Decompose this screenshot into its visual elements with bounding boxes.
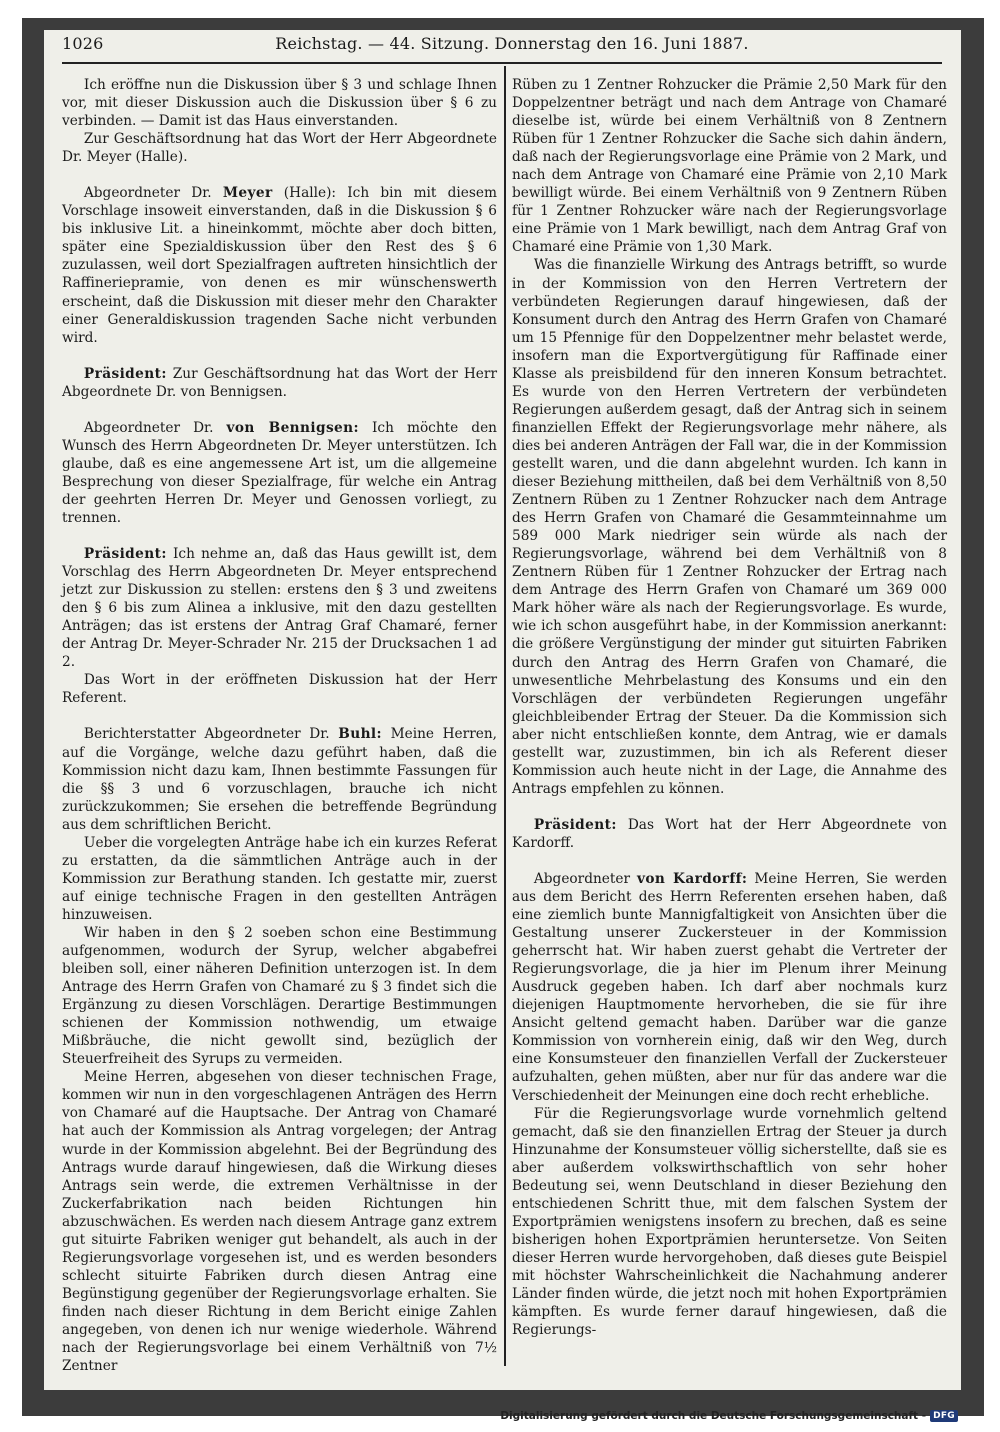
speaker-name: von Bennigsen: bbox=[226, 419, 359, 436]
body-paragraph: Rüben zu 1 Zentner Rohzucker die Prämie 2,50 Mark für den Doppelzentner beträgt und nach dem Antrage von Chamaré dieselbe ist, würde bei einem Verhältniß von 8 Zentnern Rüben für 1 Zentner Rohzucker die Sache sich dahin ändern, daß nach der Regierungsvorlage eine Prämie von 2 Mark, und nach dem Antrage von Chamaré eine Prämie von 2,10 Mark bewilligt würde. Bei einem Verhältniß von 9 Zentnern Rüben für 1 Zentner Rohzucker wäre nach der Regierungsvorlage eine Prämie von 1 Mark bewilligt, nach dem Antrag Graf von Chamaré eine Prämie von 1,30 Mark. bbox=[512, 77, 947, 256]
digitization-credit bbox=[500, 1410, 958, 1422]
body-paragraph: Ueber die vorgelegten Anträge habe ich ein kurzes Referat zu erstatten, da die sämmtlichen Anträge auch in der Kommission zur Berathung standen. Ich gestatte mir, zuerst auf einige technische Fragen in den gestellten Anträgen hinzuweisen. bbox=[62, 834, 497, 923]
speech-text: Das Wort hat der Herr Abgeordnete von Kardorff. bbox=[512, 816, 947, 851]
speech-text: (Halle): Ich bin mit diesem Vorschlage insoweit einverstanden, daß in die Diskussion § 6 bis inklusive Lit. a hineinkommt, möchte aber doch bitten, später eine Spezialdiskussion über den Rest des § 6 zuzulassen, weil dort Spezialfragen auftreten hinsichtlich der Raffineriepramie, von denen es mir wünschenswerth erscheint, daß die Diskussion mit dieser mehr den Charakter einer Generaldiskussion tragenden Sache nicht verbunden wird. bbox=[62, 185, 497, 346]
speech-text: Ich möchte den Wunsch des Herrn Abgeordneten Dr. Meyer unterstützen. Ich glaube, daß es eine angemessene Art ist, um die allgemeine Besprechung von dieser Spezialfrage, für welche ein Antrag der geehrten Herren Dr. Meyer und Genossen vorliegt, zu trennen. bbox=[62, 419, 497, 526]
body-paragraph: Was die finanzielle Wirkung des Antrags betrifft, so wurde in der Kommission von den Herren Vertretern der verbündeten Regierungen darauf hingewiesen, daß der Konsument durch den Antrag des Herrn Grafen von Chamaré um 15 Pfennige für den Doppelzentner mehr belastet werde, insofern man die Exportvergütigung für Raffinade einer Klasse als preisbildend für den inneren Konsum betrachtet. Es wurde von den Herren Vertretern der verbündeten Regierungen außerdem gesagt, daß der Antrag sich in seinem finanziellen Effekt der Regierungsvorlage mehr nähere, als dies bei anderen Anträgen der Fall war, die in der Kommission gestellt waren, und die dann abgelehnt wurden. Ich kann in dieser Beziehung mittheilen, daß bei dem Verhältniß von 8,50 Zentnern Rüben zu 1 Zentner Rohzucker nach dem Antrage des Herrn Grafen von Chamaré die Gesammteinnahme um 589 000 Mark niedriger sein würde als nach der Regierungsvorlage, während bei dem Verhältniß von 8 Zentnern Rüben für 1 Zentner Rohzucker der Ertrag nach dem Antrage des Herrn Grafen von Chamaré um 369 000 Mark höher wäre als nach der Regierungsvorlage. Es wurde, wie ich schon ausgeführt habe, in der Kommission anerkannt: die größere Vergünstigung der minder gut situirten Fabriken durch den Antrag des Herrn Grafen von Chamaré, die unwesentliche Mehrbelastung des Konsums und ein den Vorschlägen der verbündeten Regierungen ungefähr gleichbleibender Ertrag der Steuer. Da die Kommission sich aber nicht entschließen konnte, dem Antrag, wie er damals gestellt war, zuzustimmen, bin ich als Referent dieser Kommission auch heute nicht in der Lage, die Annahme des Antrags empfehlen zu können. bbox=[512, 257, 947, 797]
right-column bbox=[512, 76, 947, 1339]
speech-paragraph bbox=[62, 365, 497, 401]
speech-paragraph bbox=[512, 816, 947, 852]
speech-paragraph bbox=[512, 870, 947, 1105]
running-title: Reichstag. — 44. Sitzung. Donnerstag den 16. Juni 1887. bbox=[275, 34, 749, 53]
speaker-title: Abgeordneter Dr. bbox=[83, 419, 227, 436]
body-paragraph: Meine Herren, abgesehen von dieser technischen Frage, kommen wir nun in den vorgeschlagenen Anträgen des Herrn von Chamaré auf die Hauptsache. Der Antrag von Chamaré hat auch der Kommission als Antrag vorgelegen; der Antrag wurde in der Kommission abgelehnt. Bei der Begründung des Antrags wurde darauf hingewiesen, daß die Wirkung dieses Antrags sein werde, die extremen Verhältnisse in der Zuckerfabrikation nach beiden Richtungen hin abzuschwächen. Es werden nach diesem Antrage ganz extrem gut situirte Fabriken weniger gut behandelt, als auch in der Regierungsvorlage vorgesehen ist, und es werden besonders schlecht situirte Fabriken durch diesen Antrag eine Begünstigung gegenüber der Regierungsvorlage erhalten. Sie finden nach dieser Richtung in dem Bericht einige Zahlen angegeben, von denen ich nur wenige wiederhole. Während nach der Regierungsvorlage bei einem Verhältniß von 7½ Zentner bbox=[62, 1069, 497, 1375]
speaker-name: Meyer bbox=[222, 185, 273, 202]
left-column bbox=[62, 76, 497, 1375]
body-paragraph: Das Wort in der eröffneten Diskussion hat der Herr Referent. bbox=[62, 672, 497, 707]
body-paragraph: Zur Geschäftsordnung hat das Wort der Herr Abgeordnete Dr. Meyer (Halle). bbox=[62, 131, 497, 166]
column-divider bbox=[504, 66, 506, 1366]
speech-text: Meine Herren, auf die Vorgänge, welche dazu geführt haben, daß die Kommission nicht dazu kam, Ihnen bestimmte Fassungen für die §§ 3 und 6 vorzuschlagen, brauche ich nicht zurückzukommen; Sie ersehen die betreffende Begründung aus dem schriftlichen Bericht. bbox=[62, 726, 498, 833]
speaker-name: Präsident: bbox=[533, 816, 617, 833]
speaker-name: von Kardorff: bbox=[637, 870, 748, 887]
speaker-title: Abgeordneter bbox=[533, 870, 638, 887]
speech-paragraph bbox=[62, 184, 497, 346]
body-paragraph: Wir haben in den § 2 soeben schon eine Bestimmung aufgenommen, wodurch der Syrup, welcher abgabefrei bleiben soll, einer näheren Definition unterzogen ist. In dem Antrage des Herrn Grafen von Chamaré zu § 3 findet sich die Ergänzung zu diesen Vorschlägen. Derartige Bestimmungen schienen der Kommission nothwendig, um etwaige Mißbräuche, die nicht gewollt sind, bezüglich der Steuerfreiheit des Syrups zu vermeiden. bbox=[62, 924, 497, 1068]
speech-paragraph bbox=[62, 419, 497, 527]
page-header bbox=[62, 34, 942, 60]
speaker-title: Abgeordneter Dr. bbox=[83, 185, 223, 202]
body-paragraph: Ich eröffne nun die Diskussion über § 3 und schlage Ihnen vor, mit dieser Diskussion auch die Diskussion über § 6 zu verbinden. — Damit ist das Haus einverstanden. bbox=[62, 77, 497, 130]
header-rule bbox=[62, 62, 942, 64]
speaker-name: Präsident: bbox=[83, 365, 167, 382]
speaker-title: Berichterstatter Abgeordneter Dr. bbox=[83, 726, 339, 743]
speech-text: Zur Geschäftsordnung hat das Wort der Herr Abgeordnete Dr. von Bennigsen. bbox=[62, 365, 497, 400]
speaker-name: Präsident: bbox=[83, 546, 167, 563]
body-paragraph: Für die Regierungsvorlage wurde vornehmlich geltend gemacht, daß sie den finanziellen Ertrag der Steuer ja durch Hinzunahme der Konsumsteuer völlig sicherstellte, daß sie es aber außerdem volkswirthschaftlich von sehr hoher Bedeutung sei, wenn Deutschland in dieser Beziehung den entschiedenen Schritt thue, mit dem falschen System der Exportprämien wenigstens insofern zu brechen, daß es seine bisherigen hohen Exportprämien heruntersetze. Von Seiten dieser Herren wurde hervorgehoben, daß dieses gute Beispiel mit höchster Wahrscheinlichkeit die Nachahmung anderer Länder finden würde, die jetzt noch mit hohen Exportprämien kämpften. Es wurde ferner darauf hingewiesen, daß die Regierungs- bbox=[512, 1105, 947, 1339]
speech-paragraph bbox=[62, 545, 497, 671]
page-number: 1026 bbox=[62, 34, 104, 53]
speech-text: Ich nehme an, daß das Haus gewillt ist, dem Vorschlag des Herrn Abgeordneten Dr. Meyer entsprechend jetzt zur Diskussion zu stellen: erstens den § 3 und zweitens den § 6 bis zum Alinea a inklusive, mit den dazu gestellten Anträgen; das ist erstens der Antrag Graf Chamaré, ferner der Antrag Dr. Meyer-Schrader Nr. 215 der Drucksachen 1 ad 2. bbox=[62, 546, 497, 671]
speech-text: Meine Herren, Sie werden aus dem Bericht des Herrn Referenten ersehen haben, daß eine ziemlich bunte Mannigfaltigkeit von Ansichten über die Gestaltung unserer Zuckersteuer in der Kommission geherrscht hat. Wir haben zuerst gehabt die Vertreter der Regierungsvorlage, die ja hier im Plenum ihrer Meinung Ausdruck gegeben haben. Ich darf aber nochmals kurz diejenigen Hauptmomente hervorheben, die sie für ihre Ansicht geltend gemacht haben. Darüber war die ganze Kommission von vornherein einig, daß wir den Weg, durch eine Konsumsteuer den finanziellen Verfall der Zuckersteuer aufzuhalten, gehen müßten, aber nur für das andere war die Verschiedenheit der Meinungen eine doch recht erhebliche. bbox=[512, 870, 948, 1104]
speech-paragraph bbox=[62, 725, 497, 833]
dfg-logo: DFG bbox=[930, 1410, 958, 1422]
credit-text: Digitalisierung gefördert durch die Deutsche Forschungsgemeinschaft - bbox=[500, 1410, 927, 1422]
speaker-name: Buhl: bbox=[338, 726, 382, 743]
